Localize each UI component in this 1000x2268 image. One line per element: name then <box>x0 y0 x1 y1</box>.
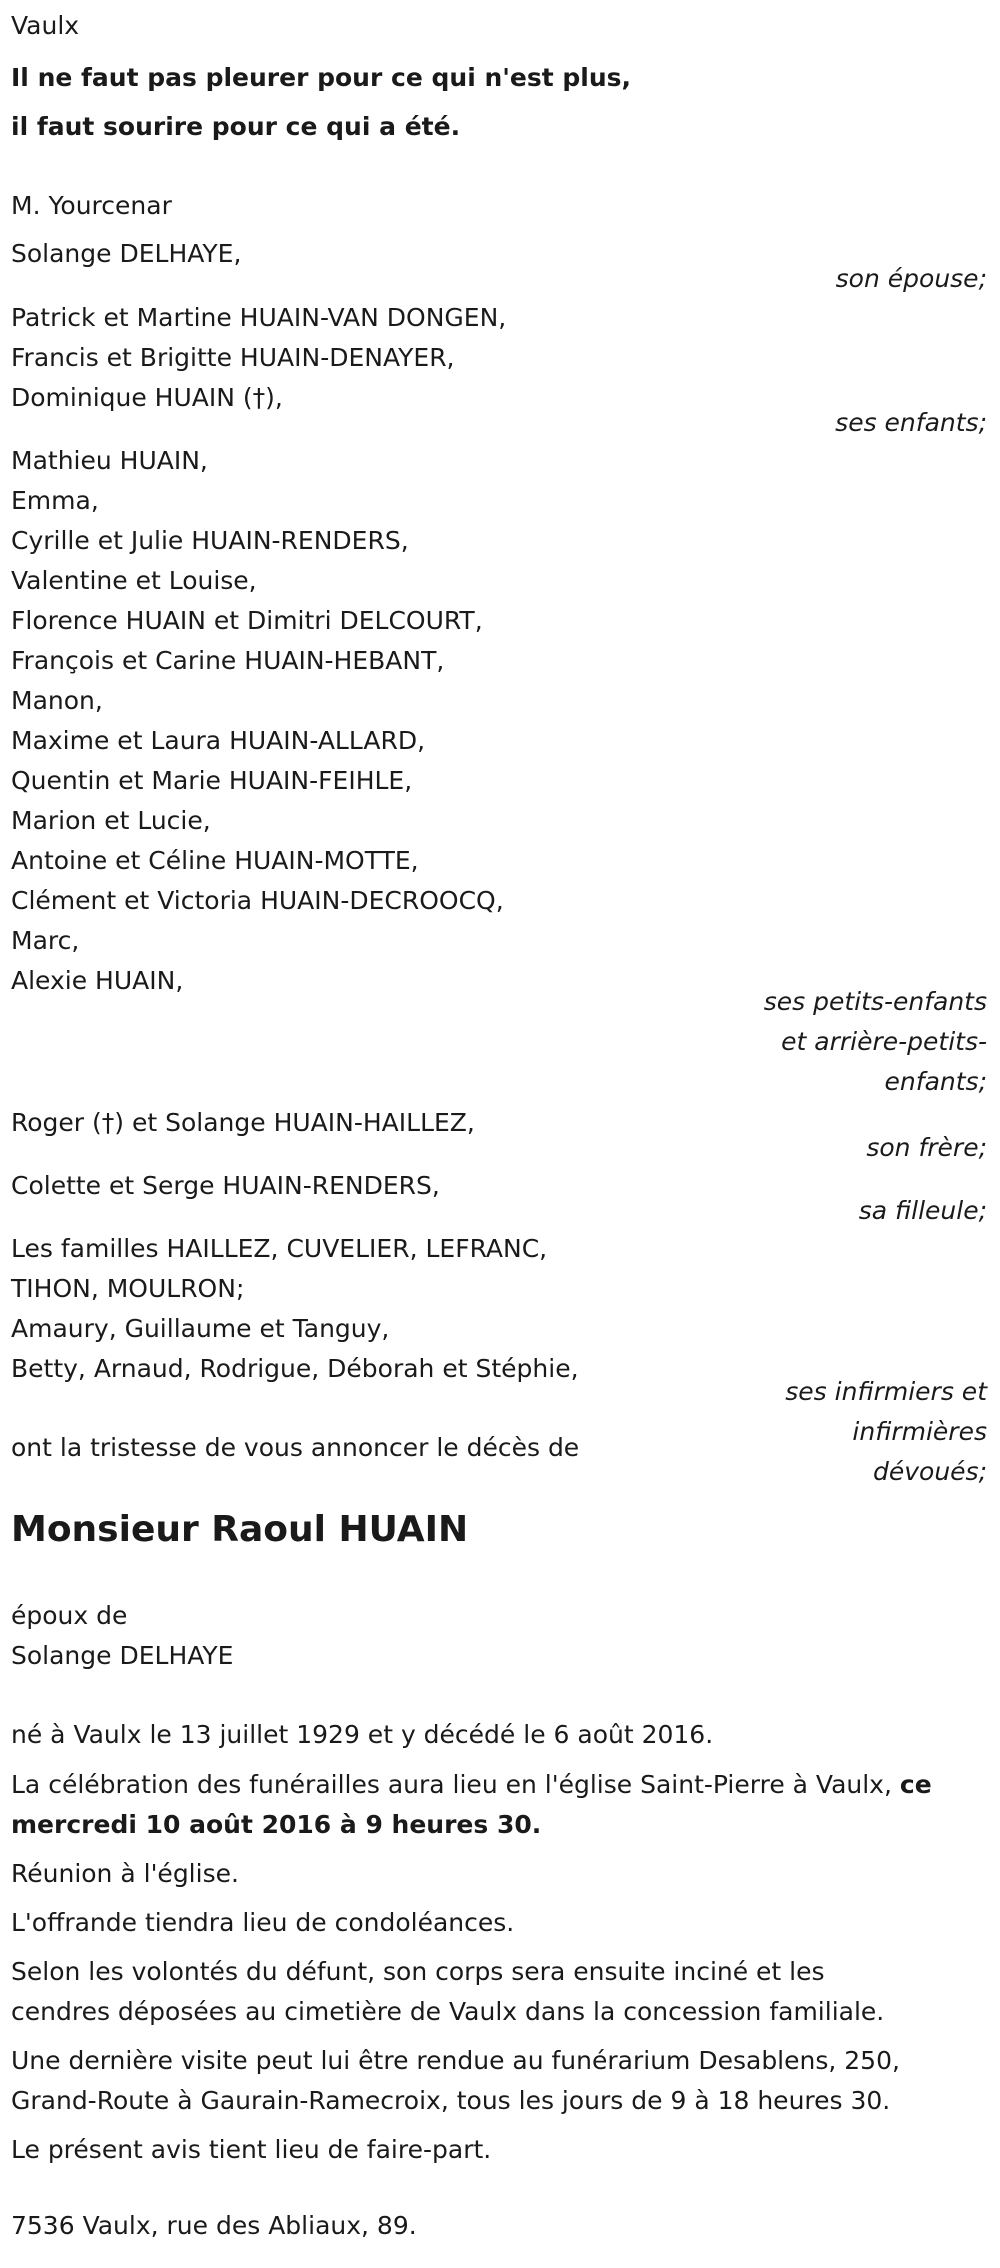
quote-line-1: Il ne faut pas pleurer pour ce qui n'est plus, <box>11 63 632 92</box>
children-relation: ses enfants; <box>835 408 987 437</box>
relation-line: enfants; <box>884 1067 987 1096</box>
goddaughter-relation: sa filleule; <box>858 1196 987 1225</box>
goddaughter-name: Colette et Serge HUAIN-RENDERS, <box>11 1171 440 1200</box>
brother-relation: son frère; <box>866 1133 987 1162</box>
list-item: Manon, <box>11 686 103 715</box>
announcement: ont la tristesse de vous annoncer le décès de <box>11 1433 580 1462</box>
list-item: Antoine et Céline HUAIN-MOTTE, <box>11 846 419 875</box>
list-item: Florence HUAIN et Dimitri DELCOURT, <box>11 606 483 635</box>
deceased-name: Monsieur Raoul HUAIN <box>11 1509 469 1550</box>
spouse-relation: son épouse; <box>835 264 987 293</box>
relation-line: dévoués; <box>872 1457 987 1486</box>
offering: L'offrande tiendra lieu de condoléances. <box>11 1908 515 1937</box>
relation-line: ses petits-enfants <box>763 987 987 1016</box>
list-item: Marion et Lucie, <box>11 806 211 835</box>
relation-line: infirmières <box>852 1417 987 1446</box>
list-item: Marc, <box>11 926 80 955</box>
birth-death: né à Vaulx le 13 juillet 1929 et y décédé le 6 août 2016. <box>11 1720 714 1749</box>
list-item: Les familles HAILLEZ, CUVELIER, LEFRANC, <box>11 1234 548 1263</box>
notice: Le présent avis tient lieu de faire-part. <box>11 2135 492 2164</box>
list-item: Betty, Arnaud, Rodrigue, Déborah et Stéphie, <box>11 1354 579 1383</box>
funeral-emphasis: ce <box>899 1770 932 1799</box>
brother-name: Roger (†) et Solange HUAIN-HAILLEZ, <box>11 1108 475 1137</box>
list-item: Maxime et Laura HUAIN-ALLARD, <box>11 726 426 755</box>
list-item: Clément et Victoria HUAIN-DECROOCQ, <box>11 886 504 915</box>
spouse-of-label: époux de <box>11 1601 128 1630</box>
list-item: François et Carine HUAIN-HEBANT, <box>11 646 445 675</box>
list-item: Valentine et Louise, <box>11 566 257 595</box>
grandchildren-relation <box>764 982 987 1102</box>
quote-line-2: il faut sourire pour ce qui a été. <box>11 112 461 141</box>
address: 7536 Vaulx, rue des Abliaux, 89. <box>11 2211 417 2240</box>
list-item: Quentin et Marie HUAIN-FEIHLE, <box>11 766 413 795</box>
funeral-text: La célébration des funérailles aura lieu en l'église Saint-Pierre à Vaulx, <box>11 1770 892 1799</box>
spouse-of-name: Solange DELHAYE <box>11 1641 234 1670</box>
visit-line-2: Grand-Route à Gaurain-Ramecroix, tous les jours de 9 à 18 heures 30. <box>11 2086 891 2115</box>
list-item: Alexie HUAIN, <box>11 966 184 995</box>
wishes-line-1: Selon les volontés du défunt, son corps sera ensuite inciné et les <box>11 1957 825 1986</box>
location: Vaulx <box>11 11 80 40</box>
list-item: Patrick et Martine HUAIN-VAN DONGEN, <box>11 303 507 332</box>
visit-line-1: Une dernière visite peut lui être rendue au funérarium Desablens, 250, <box>11 2046 900 2075</box>
nurses-relation <box>785 1372 987 1492</box>
list-item: Emma, <box>11 486 99 515</box>
list-item: TIHON, MOULRON; <box>11 1274 245 1303</box>
quote-author: M. Yourcenar <box>11 191 172 220</box>
relation-line: ses infirmiers et <box>785 1377 987 1406</box>
spouse-name: Solange DELHAYE, <box>11 239 242 268</box>
list-item: Francis et Brigitte HUAIN-DENAYER, <box>11 343 455 372</box>
reunion: Réunion à l'église. <box>11 1859 239 1888</box>
wishes-line-2: cendres déposées au cimetière de Vaulx dans la concession familiale. <box>11 1997 885 2026</box>
funeral-line-1 <box>11 1765 932 1805</box>
list-item: Cyrille et Julie HUAIN-RENDERS, <box>11 526 409 555</box>
funeral-date: mercredi 10 août 2016 à 9 heures 30. <box>11 1810 542 1839</box>
list-item: Dominique HUAIN (†), <box>11 383 283 412</box>
relation-line: et arrière-petits- <box>781 1027 987 1056</box>
list-item: Amaury, Guillaume et Tanguy, <box>11 1314 390 1343</box>
list-item: Mathieu HUAIN, <box>11 446 208 475</box>
